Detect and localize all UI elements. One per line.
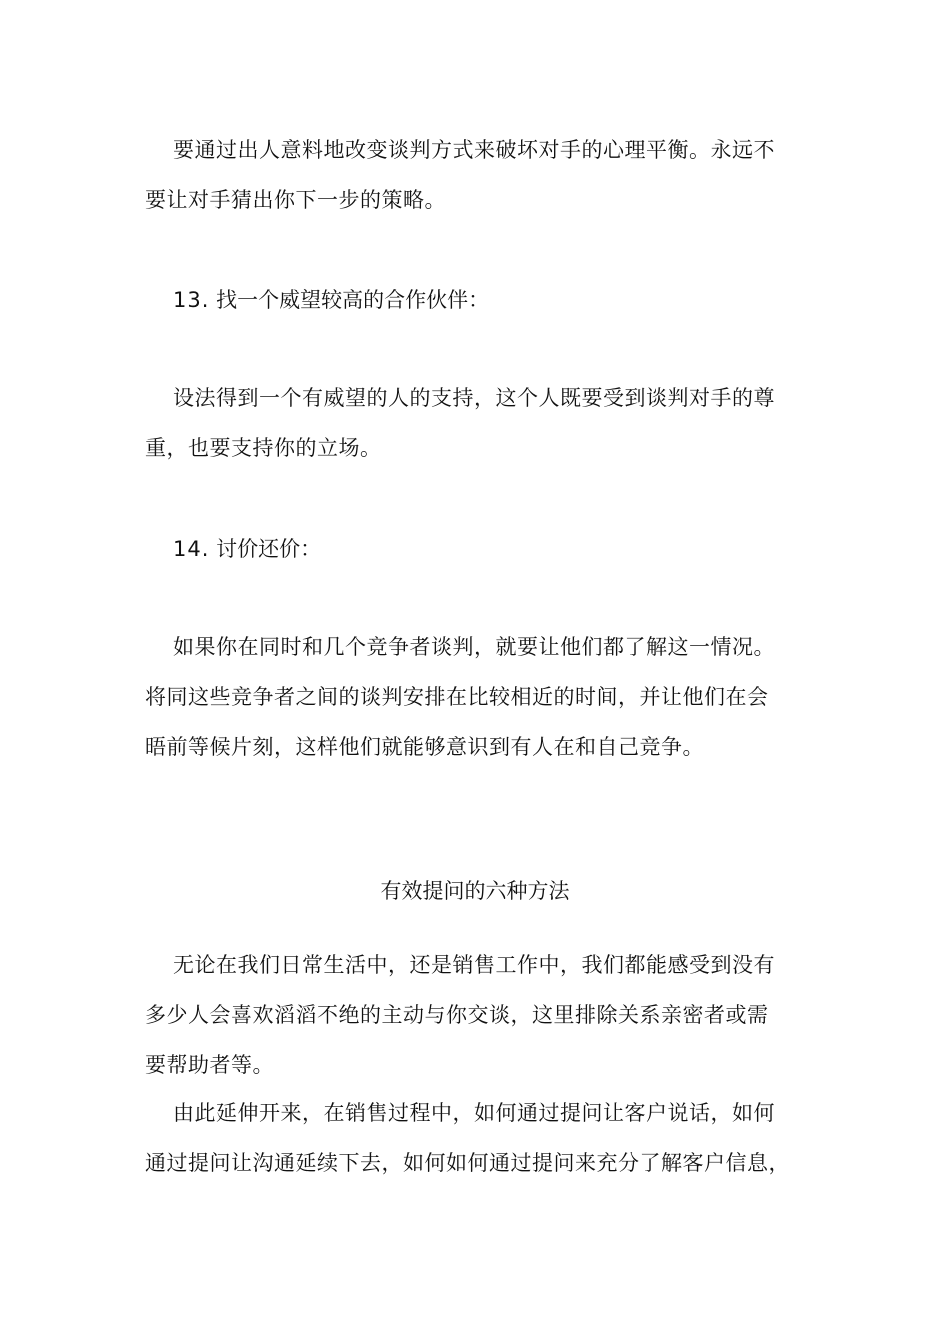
paragraph-line: 将同这些竞争者之间的谈判安排在比较相近的时间，并让他们在会 bbox=[145, 685, 769, 709]
paragraph-strategy bbox=[145, 125, 805, 225]
paragraph-extension bbox=[145, 1088, 815, 1188]
section-title: 有效提问的六种方法 bbox=[380, 879, 570, 903]
heading-number: 13. bbox=[173, 288, 210, 312]
paragraph-line: 多少人会喜欢滔滔不绝的主动与你交谈，这里排除关系亲密者或需 bbox=[145, 1003, 769, 1027]
paragraph-partner bbox=[145, 373, 805, 473]
paragraph-bargain bbox=[145, 622, 815, 772]
paragraph-line: 晤前等候片刻，这样他们就能够意识到有人在和自己竞争。 bbox=[145, 735, 704, 759]
paragraph-line: 要通过出人意料地改变谈判方式来破坏对手的心理平衡。永远不 bbox=[173, 138, 775, 162]
paragraph-line: 无论在我们日常生活中，还是销售工作中，我们都能感受到没有 bbox=[173, 953, 775, 977]
paragraph-line: 要帮助者等。 bbox=[145, 1053, 274, 1077]
paragraph-line: 如果你在同时和几个竞争者谈判，就要让他们都了解这一情况。 bbox=[173, 635, 775, 659]
paragraph-line: 通过提问让沟通延续下去，如何如何通过提问来充分了解客户信息， bbox=[145, 1151, 790, 1175]
heading-14 bbox=[145, 524, 805, 574]
paragraph-line: 重，也要支持你的立场。 bbox=[145, 436, 382, 460]
heading-text: 找一个威望较高的合作伙伴： bbox=[216, 288, 490, 312]
heading-text: 讨价还价： bbox=[216, 537, 322, 561]
paragraph-line: 由此延伸开来，在销售过程中，如何通过提问让客户说话，如何 bbox=[173, 1101, 775, 1125]
heading-13 bbox=[145, 275, 805, 325]
paragraph-line: 要让对手猜出你下一步的策略。 bbox=[145, 188, 446, 212]
paragraph-intro bbox=[145, 940, 805, 1090]
paragraph-line: 设法得到一个有威望的人的支持，这个人既要受到谈判对手的尊 bbox=[173, 386, 775, 410]
heading-number: 14. bbox=[173, 537, 210, 561]
